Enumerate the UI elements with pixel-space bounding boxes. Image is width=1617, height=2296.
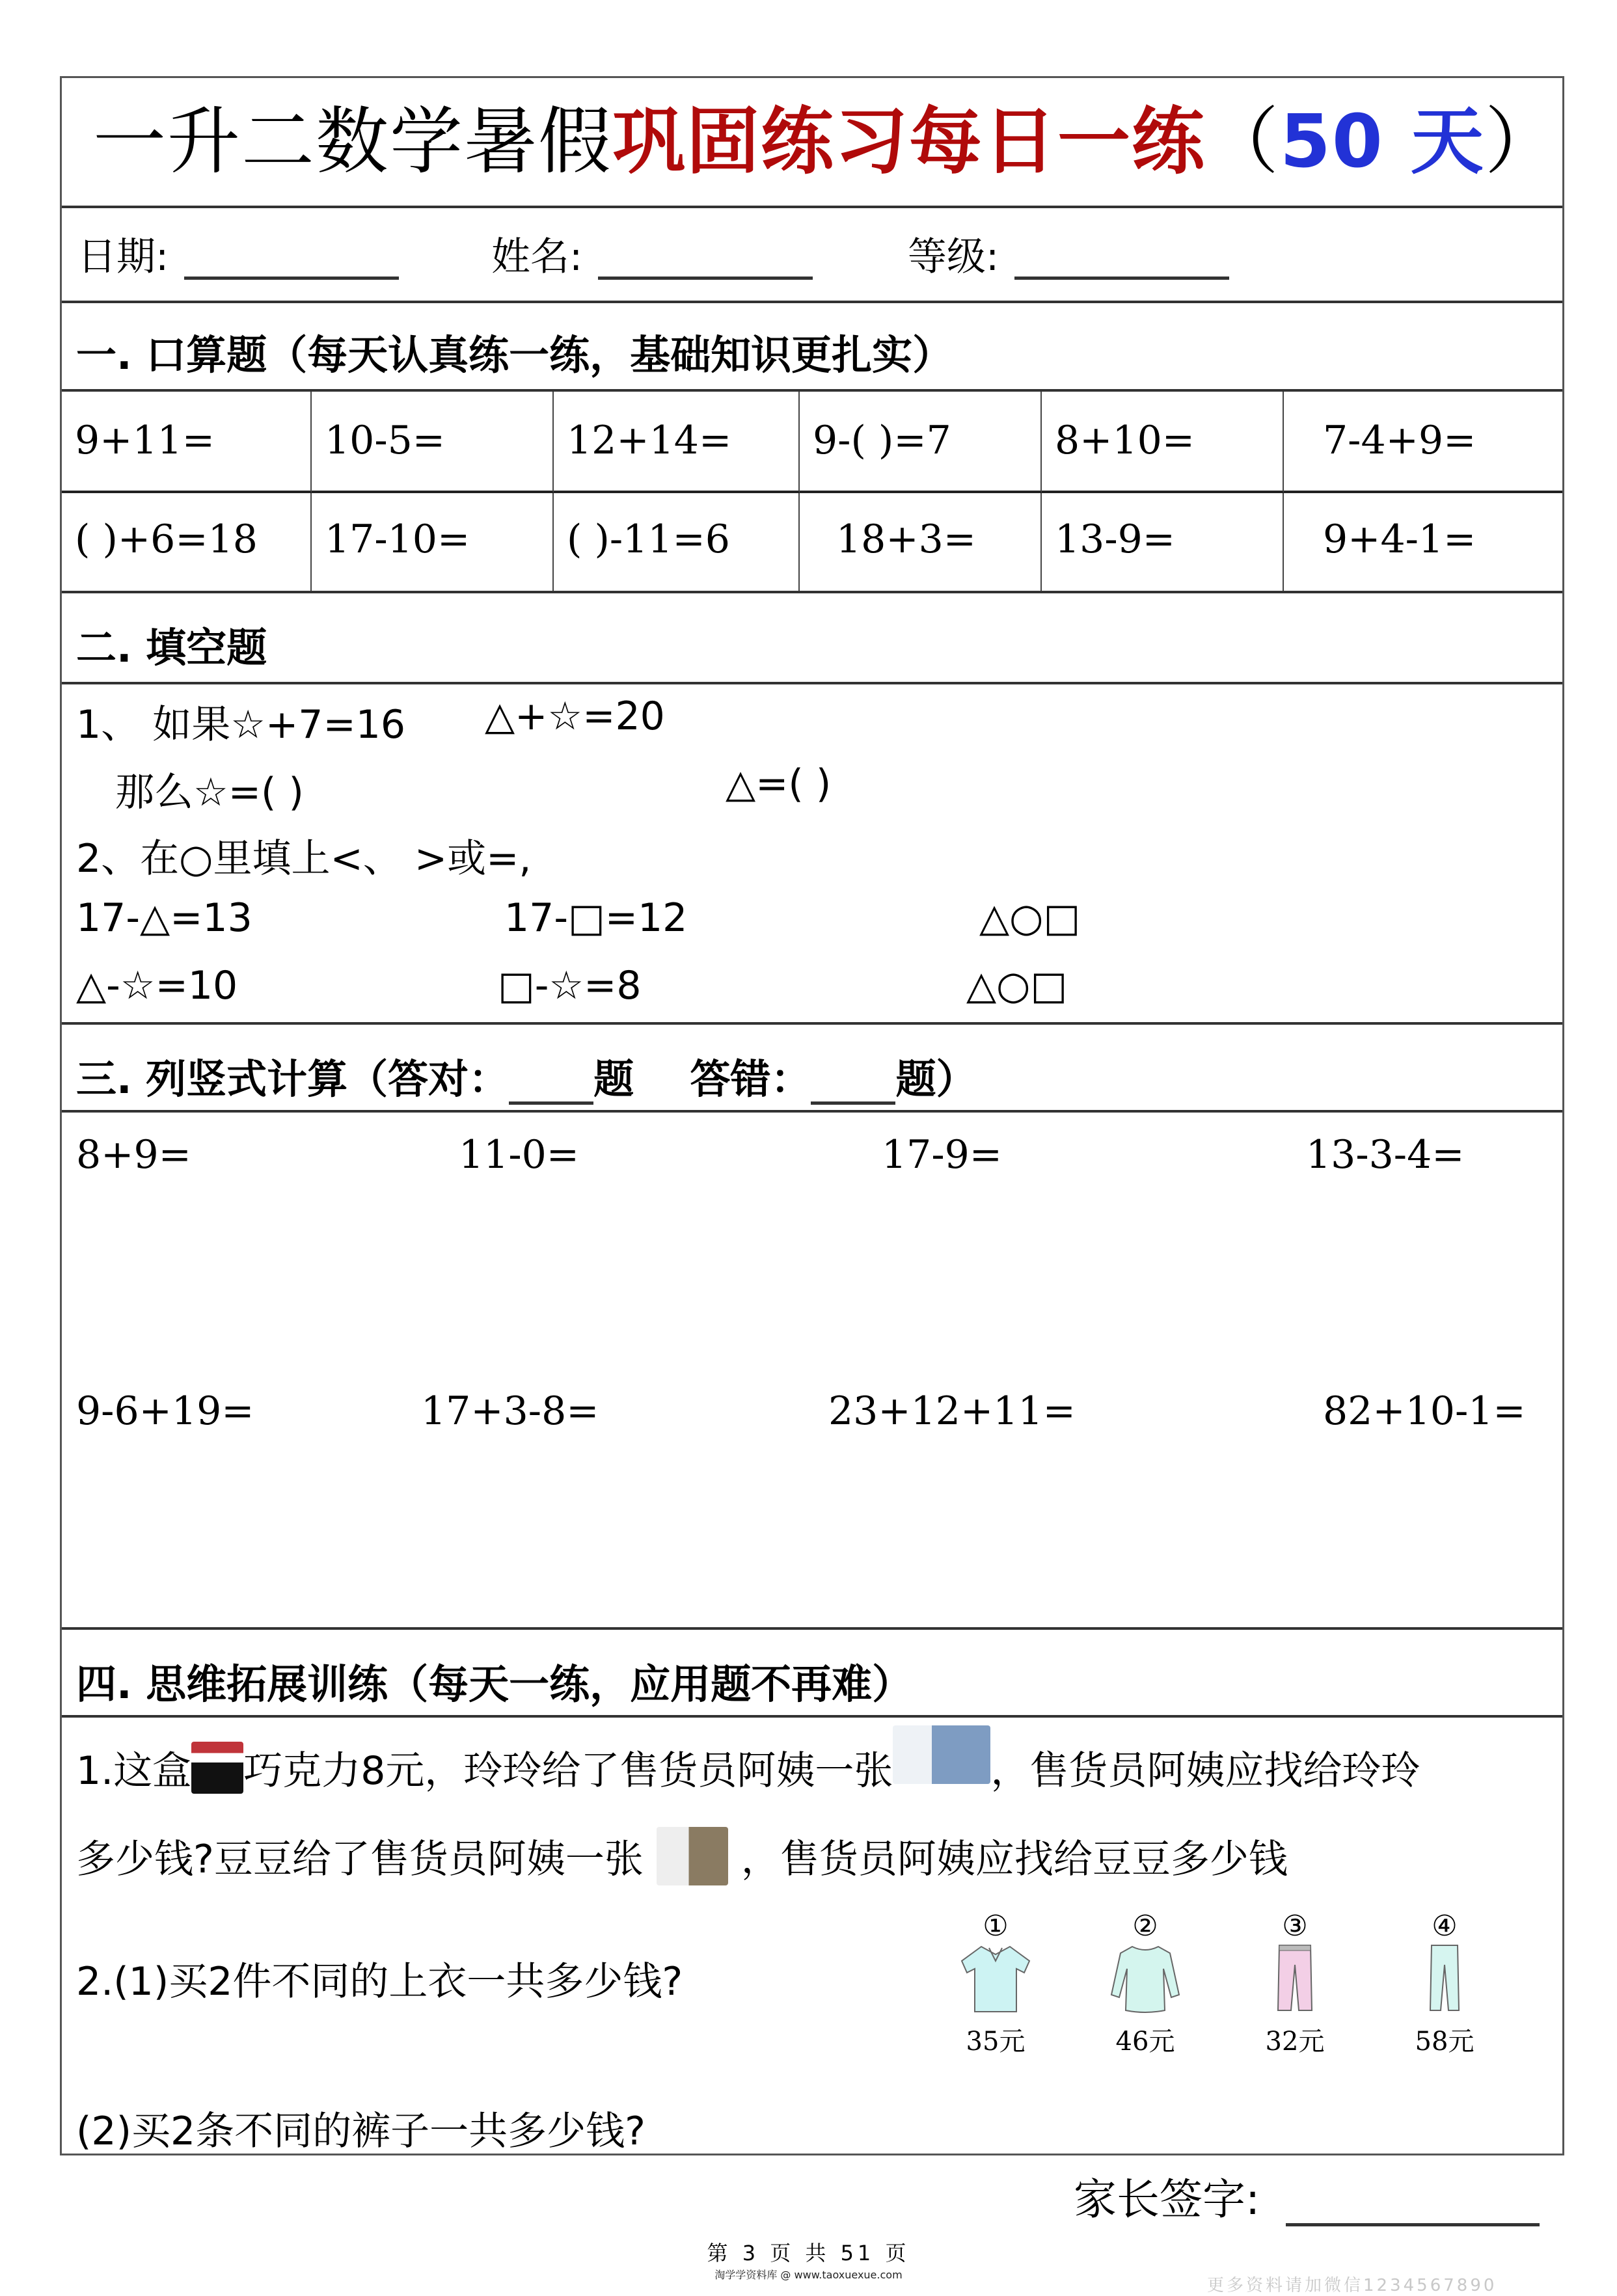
item-price: 35元	[966, 2027, 1026, 2057]
q1-star-answer: 那么☆=( )	[115, 770, 304, 815]
chocolate-box-icon	[191, 1742, 243, 1794]
q2-given: △-☆=10	[76, 963, 238, 1008]
info-row	[62, 208, 1562, 303]
math-cell: 18+3=	[800, 493, 1042, 591]
math-cell: 17-10=	[312, 493, 554, 591]
section2-header	[62, 593, 1562, 684]
section4-header	[62, 1630, 1562, 1718]
section3-body	[62, 1113, 1562, 1630]
math-cell: 9-( )=7	[800, 392, 1042, 493]
clothing-items	[944, 1910, 1519, 2066]
item-price: 58元	[1415, 2027, 1474, 2057]
correct-count-blank[interactable]	[509, 1065, 593, 1105]
q2-compare[interactable]: △○□	[979, 895, 1081, 941]
clothing-item-1	[944, 1910, 1048, 2058]
worksheet	[60, 76, 1564, 2155]
title-black-part: 一升二数学暑假	[93, 100, 612, 184]
q1-condition-1: 1、 如果☆+7=16	[76, 702, 406, 748]
signature-blank[interactable]	[1286, 2184, 1540, 2226]
math-cell: ( )-11=6	[554, 493, 800, 591]
q2-given: □-☆=8	[498, 963, 642, 1008]
q2-compare[interactable]: △○□	[966, 963, 1068, 1008]
title-paren-close: ）	[1484, 100, 1559, 184]
section3-heading-mid: 题 答错：	[593, 1055, 811, 1103]
item-number: ④	[1432, 1910, 1458, 1943]
q2-part1: 2.(1)买2件不同的上衣一共多少钱?	[76, 1959, 683, 2005]
clothing-item-4	[1393, 1910, 1497, 2058]
math-cell: 10-5=	[312, 392, 554, 493]
q2-given: 17-□=12	[504, 895, 688, 941]
vertical-calc: 17+3-8=	[421, 1388, 599, 1434]
section1-header	[62, 303, 1562, 392]
vertical-calc: 82+10-1=	[1323, 1388, 1526, 1434]
math-cell: 8+10=	[1042, 392, 1284, 493]
grade-label: 等级:	[908, 234, 999, 280]
parent-signature	[1074, 2165, 1540, 2226]
section2-body	[62, 684, 1562, 1025]
q1-text-e: ，售货员阿姨应找给豆豆多少钱	[741, 1837, 1288, 1882]
q1-triangle-answer: △=( )	[726, 761, 832, 807]
q1-text-d: 多少钱?豆豆给了售货员阿姨一张	[76, 1837, 644, 1882]
title-days: 50 天	[1280, 100, 1485, 184]
q2-given: 17-△=13	[76, 895, 252, 941]
date-blank[interactable]	[184, 237, 399, 280]
vertical-calc: 13-3-4=	[1306, 1132, 1465, 1178]
math-cell: 13-9=	[1042, 493, 1284, 591]
vertical-calc: 17-9=	[882, 1132, 1003, 1178]
item-number: ③	[1282, 1910, 1308, 1943]
section4-body	[62, 1718, 1562, 2157]
vertical-calc: 23+12+11=	[828, 1388, 1076, 1434]
banknote-10-icon	[893, 1725, 990, 1784]
watermark: 更多资料请加微信1234567890	[1207, 2276, 1497, 2295]
polo-shirt-icon	[957, 1943, 1035, 2014]
long-sleeve-top-icon	[1106, 1943, 1184, 2014]
trousers-icon	[1256, 1943, 1334, 2014]
clothing-item-2	[1093, 1910, 1197, 2058]
date-label: 日期:	[77, 234, 169, 280]
item-number: ②	[1132, 1910, 1158, 1943]
q2-part2: (2)买2条不同的裤子一共多少钱?	[76, 2109, 646, 2154]
title-red-part: 巩固练习每日一练	[612, 100, 1206, 184]
wrong-count-blank[interactable]	[811, 1065, 895, 1105]
grade-field	[908, 234, 1229, 280]
banknote-20-icon	[657, 1827, 728, 1885]
item-price: 32元	[1265, 2027, 1325, 2057]
q1-text-a: 1.这盒	[76, 1748, 192, 1794]
name-blank[interactable]	[598, 237, 813, 280]
clothing-item-3	[1243, 1910, 1347, 2058]
math-cell: 12+14=	[554, 392, 800, 493]
title-paren-open: （	[1206, 100, 1280, 184]
math-cell: 7-4+9=	[1284, 392, 1562, 493]
section3-header	[62, 1025, 1562, 1113]
grade-blank[interactable]	[1014, 237, 1229, 280]
signature-label: 家长签字:	[1074, 2174, 1260, 2224]
site-credit: 淘学学资料库 @ www.taoxuexue.com	[714, 2269, 903, 2281]
q1-line1	[76, 1740, 1420, 1796]
section4-heading: 四. 思维拓展训练（每天一练，应用题不再难）	[76, 1660, 913, 1708]
section2-heading: 二. 填空题	[76, 624, 267, 671]
vertical-calc: 8+9=	[76, 1132, 191, 1178]
q1-text-b: 巧克力8元，玲玲给了售货员阿姨一张	[243, 1748, 893, 1794]
date-field	[77, 234, 399, 280]
item-number: ①	[983, 1910, 1009, 1943]
section3-heading-suffix: 题）	[895, 1055, 977, 1103]
name-label: 姓名:	[491, 234, 583, 280]
vertical-calc: 9-6+19=	[76, 1388, 254, 1434]
q1-text-c: ，售货员阿姨应找给玲玲	[990, 1748, 1420, 1794]
q1-condition-2: △+☆=20	[485, 694, 665, 739]
item-price: 46元	[1115, 2027, 1175, 2057]
section3-heading	[76, 1047, 977, 1105]
math-cell: 9+11=	[62, 392, 312, 493]
q2-instruction: 2、在○里填上<、 >或=,	[76, 836, 532, 882]
trousers-icon	[1406, 1943, 1484, 2014]
name-field	[491, 234, 813, 280]
title-row	[62, 78, 1562, 208]
q1-line2	[76, 1827, 1288, 1885]
section1-heading: 一. 口算题（每天认真练一练，基础知识更扎实）	[76, 331, 953, 379]
page-number: 第 3 页 共 51 页	[707, 2241, 910, 2265]
mental-math-grid	[62, 392, 1562, 593]
math-cell: ( )+6=18	[62, 493, 312, 591]
math-cell: 9+4-1=	[1323, 517, 1476, 562]
vertical-calc: 11-0=	[459, 1132, 580, 1178]
page-title	[93, 96, 1559, 187]
section3-heading-prefix: 三. 列竖式计算（答对：	[76, 1055, 510, 1103]
